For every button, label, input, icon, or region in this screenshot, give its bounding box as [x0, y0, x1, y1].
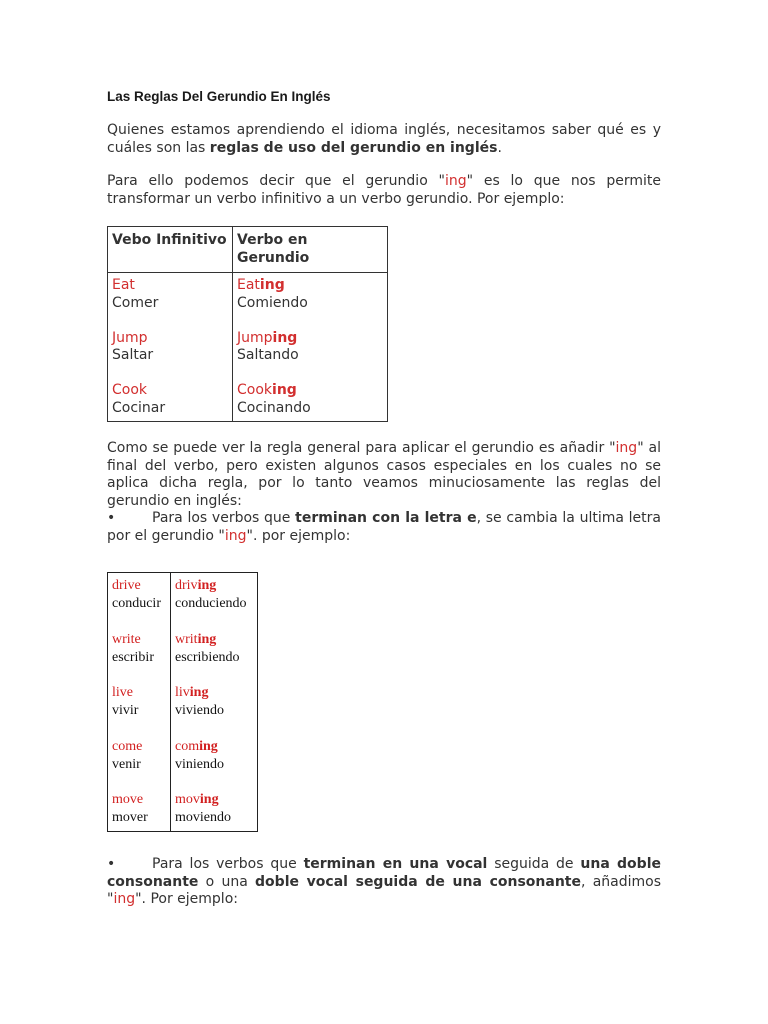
table-item	[112, 330, 228, 365]
gerund-base: mov	[175, 792, 200, 807]
verb-spanish: conducir	[112, 596, 161, 611]
header-gerund: Verbo en Gerundio	[233, 227, 388, 273]
bullet-text-mid: , se cambia la ultima letra por el gerundio "	[107, 510, 661, 544]
bullet-rule-vowel	[107, 856, 661, 909]
gerund-table-basic	[107, 226, 388, 422]
gerund-suffix: ing	[197, 631, 217, 647]
definition-text: Para ello podemos decir que el gerundio "	[107, 173, 445, 189]
verb-english: Jump	[112, 329, 148, 346]
intro-paragraph	[107, 122, 661, 157]
verb-spanish: Saltar	[112, 347, 154, 363]
general-rule-paragraph	[107, 440, 661, 510]
verb-spanish: Cocinar	[112, 399, 166, 416]
table-item	[112, 631, 166, 667]
gerund-spanish: viviendo	[175, 703, 224, 718]
bullet-text: Para los verbos que	[152, 856, 304, 872]
table-item	[175, 631, 253, 667]
table-item	[112, 791, 166, 827]
gerund-suffix: ing	[272, 329, 298, 346]
gerund-suffix: ing	[259, 277, 285, 293]
table-row	[108, 273, 388, 422]
verb-english: live	[112, 685, 133, 700]
verb-spanish: vivir	[112, 703, 139, 718]
bullet-bold-text: terminan en una vocal	[303, 856, 488, 872]
gerund-base: com	[175, 738, 200, 754]
bullet-text-end: ". Por ejemplo:	[135, 891, 238, 907]
table-item	[175, 684, 253, 720]
document-page	[107, 88, 661, 909]
table-item	[112, 738, 166, 774]
verb-english: move	[112, 792, 144, 807]
ing-highlight: ing	[615, 440, 638, 456]
gerund-base: liv	[175, 685, 190, 700]
verb-spanish: escribir	[112, 649, 154, 665]
bullet-text: Para los verbos que	[152, 510, 296, 526]
table-item	[237, 277, 383, 312]
bullet-text: , añadimos "	[107, 873, 661, 907]
bullet-icon: •	[107, 856, 116, 872]
gerund-base: writ	[175, 631, 198, 647]
bullet-text: seguida de	[487, 856, 581, 872]
definition-paragraph	[107, 173, 661, 208]
rule-text: Como se puede ver la regla general para aplicar el gerundio es añadir "	[107, 440, 616, 456]
table-item	[112, 577, 166, 613]
table-item	[112, 684, 166, 720]
table-item	[175, 738, 253, 774]
gerund-base: Jump	[237, 329, 273, 346]
verb-spanish: mover	[112, 810, 148, 825]
ing-highlight: ing	[444, 173, 467, 189]
intro-bold-text: reglas de uso del gerundio en inglés	[209, 139, 498, 156]
ing-highlight: ing	[113, 891, 136, 907]
verb-spanish: venir	[112, 756, 141, 772]
gerund-spanish: viniendo	[175, 756, 224, 772]
bullet-rule-e	[107, 510, 661, 545]
gerund-spanish: moviendo	[175, 810, 231, 825]
verb-english: drive	[112, 578, 141, 593]
header-infinitive: Vebo Infinitivo	[108, 227, 233, 273]
table-row	[108, 573, 258, 832]
bullet-text-end: ". por ejemplo:	[246, 527, 351, 544]
table-item	[237, 382, 383, 417]
verb-spanish: Comer	[112, 294, 159, 311]
intro-text-end: .	[497, 139, 502, 156]
rule-text-end: " al final del verbo, pero existen algunos casos especiales en los cuales no se aplica dicha regla, por lo tanto veamos minuciosamente las reglas del gerundio en inglés:	[107, 440, 662, 509]
table-item	[112, 382, 228, 417]
gerund-table-e	[107, 572, 258, 832]
gerund-base: driv	[175, 578, 198, 593]
bullet-bold-text: una doble consonante	[107, 856, 661, 890]
verb-english: Cook	[112, 382, 148, 398]
table-header-row	[108, 227, 388, 273]
table-item	[175, 791, 253, 827]
gerund-suffix: ing	[199, 738, 218, 754]
bullet-bold-text: terminan con la letra e	[295, 510, 477, 526]
bullet-text: o una	[198, 873, 256, 890]
gerund-spanish: Cocinando	[237, 399, 311, 416]
gerund-base: Eat	[237, 277, 260, 293]
intro-text: Quienes estamos aprendiendo el idioma inglés, necesitamos saber qué es y cuáles son las	[107, 122, 661, 156]
verb-english: come	[112, 738, 143, 754]
gerund-suffix: ing	[189, 685, 209, 700]
gerund-cell	[171, 573, 258, 832]
gerund-suffix: ing	[199, 792, 219, 807]
infinitive-cell	[108, 273, 233, 422]
bullet-icon: •	[107, 510, 116, 526]
gerund-spanish: Saltando	[237, 347, 299, 363]
gerund-cell	[233, 273, 388, 422]
document-title: Las Reglas Del Gerundio En Inglés	[107, 89, 331, 104]
gerund-spanish: conduciendo	[175, 596, 247, 611]
table-item	[175, 577, 253, 613]
gerund-suffix: ing	[197, 578, 217, 593]
table-item	[237, 330, 383, 365]
verb-english: Eat	[112, 277, 135, 293]
table-item	[112, 277, 228, 312]
verb-english: write	[112, 631, 141, 647]
gerund-spanish: escribiendo	[175, 649, 240, 665]
infinitive-cell	[108, 573, 171, 832]
gerund-base: Cook	[237, 382, 273, 398]
gerund-spanish: Comiendo	[237, 294, 308, 311]
gerund-suffix: ing	[272, 382, 297, 398]
definition-text-end: " es lo que nos permite transformar un verbo infinitivo a un verbo gerundio. Por ejemplo:	[107, 173, 661, 207]
bullet-bold-text: doble vocal seguida de una consonante	[255, 873, 581, 890]
ing-highlight: ing	[224, 527, 247, 544]
